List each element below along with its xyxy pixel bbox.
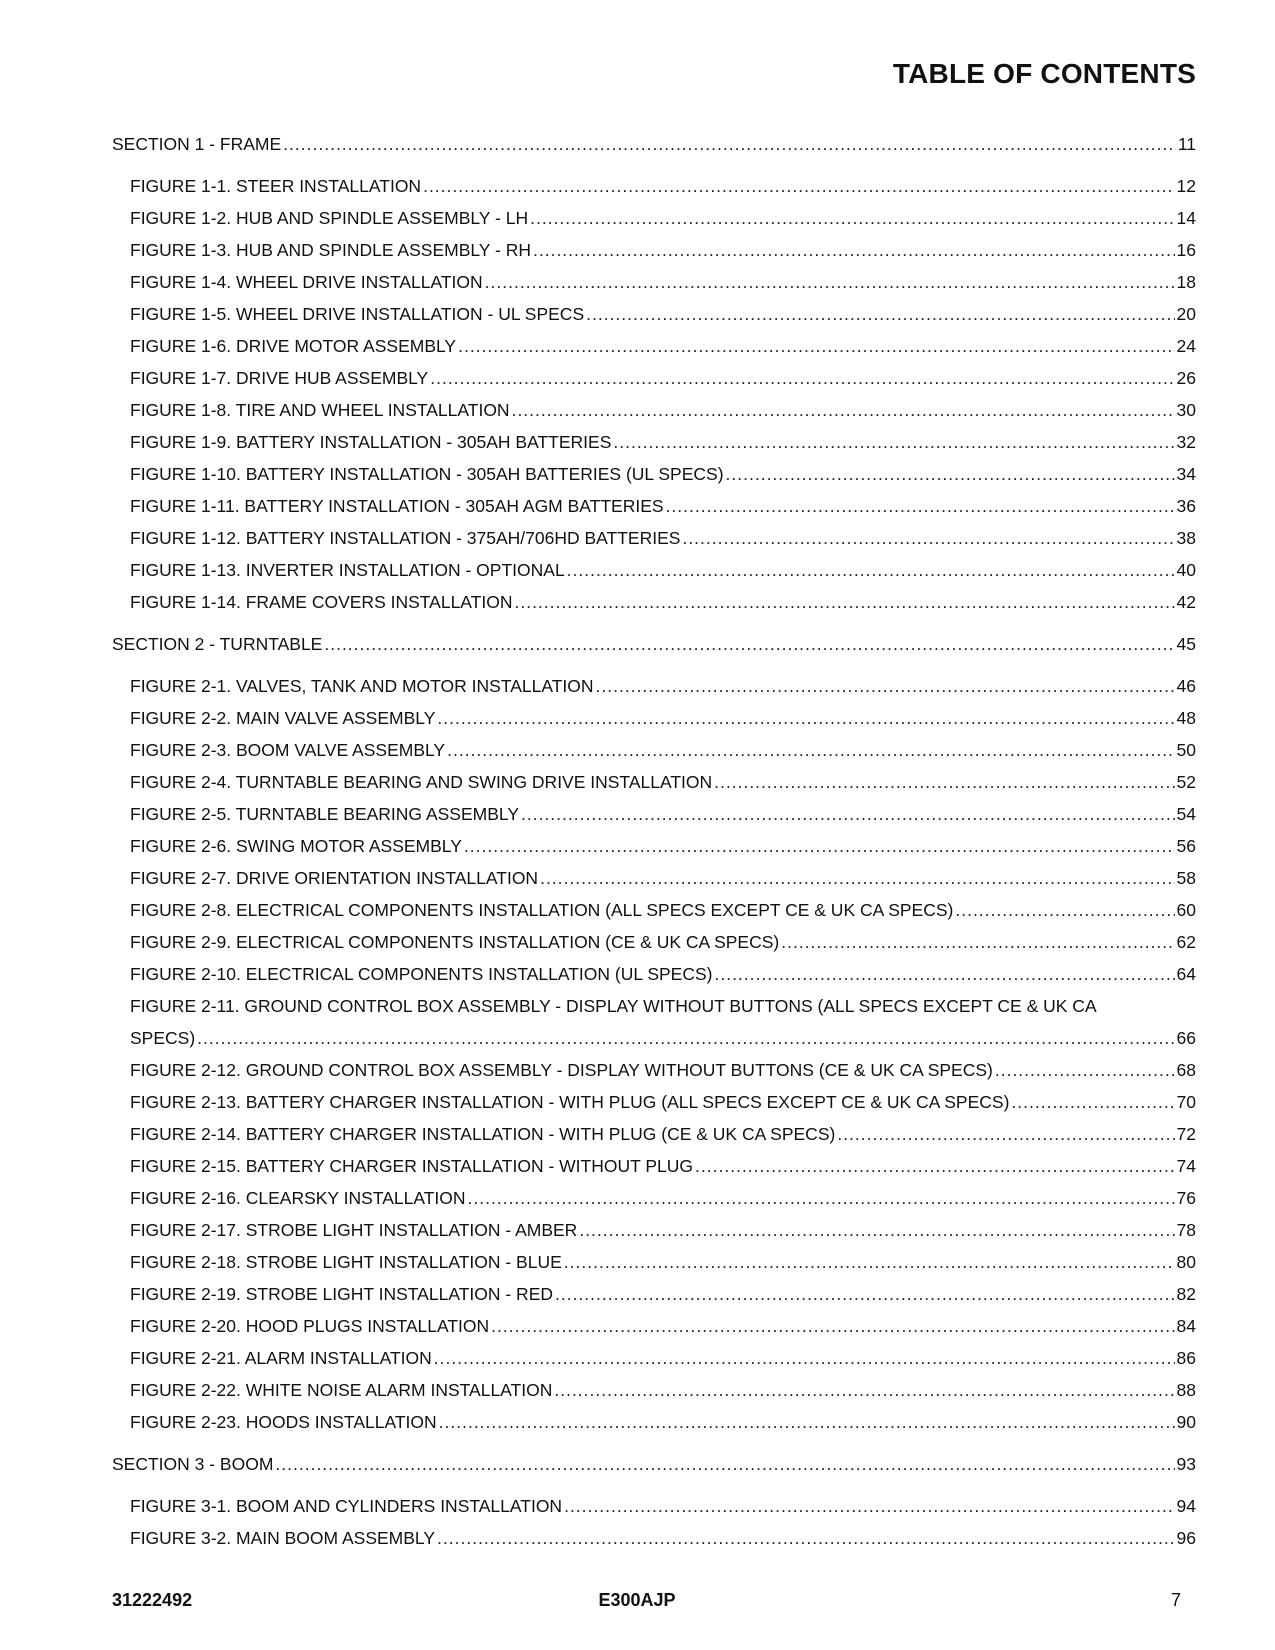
toc-entry-page: 34 — [1176, 464, 1196, 484]
dot-leader — [955, 894, 1174, 926]
toc-entry-figure[interactable] — [112, 830, 1196, 862]
toc-entry-page: 48 — [1176, 708, 1196, 728]
dot-leader — [533, 234, 1175, 266]
toc-entry-label: FIGURE 2-5. TURNTABLE BEARING ASSEMBLY — [130, 804, 519, 824]
toc-entry-continuation — [130, 1022, 1196, 1054]
footer-page-number: 7 — [1170, 1590, 1181, 1610]
toc-entry-figure[interactable] — [112, 458, 1196, 490]
dot-leader — [837, 1118, 1174, 1150]
toc-entry-figure[interactable] — [112, 1406, 1196, 1438]
toc-entry-page: 40 — [1176, 560, 1196, 580]
toc-entry-figure[interactable] — [112, 1490, 1196, 1522]
toc-entry-figure[interactable] — [112, 1118, 1196, 1150]
toc-entry-figure[interactable] — [112, 990, 1196, 1054]
toc-entry-page: 62 — [1176, 932, 1196, 952]
toc-entry-label: FIGURE 1-10. BATTERY INSTALLATION - 305AH BATTERIES (UL SPECS) — [130, 464, 724, 484]
dot-leader — [324, 628, 1174, 660]
toc-entry-label: FIGURE 2-11. GROUND CONTROL BOX ASSEMBLY - DISPLAY WITHOUT BUTTONS (ALL SPECS EXCEPT CE & UK CA — [130, 996, 1097, 1016]
footer-doc-number: 31222492 — [112, 1590, 193, 1610]
toc-entry-figure[interactable] — [112, 1214, 1196, 1246]
toc-entry-label: FIGURE 2-15. BATTERY CHARGER INSTALLATION - WITHOUT PLUG — [130, 1156, 694, 1176]
toc-entry-figure[interactable] — [112, 958, 1196, 990]
footer-model: E300AJP — [598, 1590, 676, 1610]
toc-entry-label: FIGURE 1-13. INVERTER INSTALLATION - OPTIONAL — [130, 560, 565, 580]
dot-leader — [439, 1406, 1175, 1438]
toc-entry-figure[interactable] — [112, 734, 1196, 766]
dot-leader — [491, 1310, 1174, 1342]
dot-leader — [666, 490, 1175, 522]
toc-entry-page: 36 — [1176, 496, 1196, 516]
dot-leader — [275, 1448, 1174, 1480]
dot-leader — [554, 1374, 1174, 1406]
toc-entry-page: 46 — [1176, 676, 1196, 696]
dot-leader — [567, 554, 1175, 586]
toc-entry-figure[interactable] — [112, 266, 1196, 298]
toc-entry-page: 78 — [1176, 1220, 1196, 1240]
toc-entry-page: 94 — [1176, 1496, 1196, 1516]
toc-entry-figure[interactable] — [112, 586, 1196, 618]
dot-leader — [437, 702, 1174, 734]
toc-entry-figure[interactable] — [112, 1182, 1196, 1214]
toc-entry-page: 26 — [1176, 368, 1196, 388]
toc-entry-figure[interactable] — [112, 1246, 1196, 1278]
toc-entry-figure[interactable] — [112, 1054, 1196, 1086]
toc-entry-figure[interactable] — [112, 670, 1196, 702]
toc-entry-section[interactable] — [112, 1448, 1196, 1480]
toc-entry-label: FIGURE 2-8. ELECTRICAL COMPONENTS INSTALLATION (ALL SPECS EXCEPT CE & UK CA SPECS) — [130, 900, 954, 920]
toc-entry-label: SECTION 2 - TURNTABLE — [112, 634, 323, 654]
toc-entry-page: 14 — [1176, 208, 1196, 228]
toc-entry-label: SECTION 3 - BOOM — [112, 1454, 274, 1474]
toc-entry-page: 74 — [1176, 1156, 1196, 1176]
toc-entry-figure[interactable] — [112, 170, 1196, 202]
toc-entry-page: 60 — [1176, 900, 1196, 920]
toc-entry-page: 72 — [1176, 1124, 1196, 1144]
toc-entry-page: 56 — [1176, 836, 1196, 856]
toc-entry-label: FIGURE 1-3. HUB AND SPINDLE ASSEMBLY - RH — [130, 240, 531, 260]
toc-entry-page: 86 — [1176, 1348, 1196, 1368]
toc-entry-figure[interactable] — [112, 766, 1196, 798]
toc-entry-page: 45 — [1176, 634, 1196, 654]
toc-entry-figure[interactable] — [112, 894, 1196, 926]
toc-entry-page: 64 — [1176, 964, 1196, 984]
toc-entry-label: FIGURE 2-22. WHITE NOISE ALARM INSTALLATION — [130, 1380, 553, 1400]
toc-entry-page: 16 — [1176, 240, 1196, 260]
toc-entry-label: FIGURE 2-23. HOODS INSTALLATION — [130, 1412, 437, 1432]
toc-entry-figure[interactable] — [112, 798, 1196, 830]
dot-leader — [430, 362, 1174, 394]
dot-leader — [579, 1214, 1174, 1246]
toc-entry-label: FIGURE 1-4. WHEEL DRIVE INSTALLATION — [130, 272, 483, 292]
toc-entry-page: 50 — [1176, 740, 1196, 760]
dot-leader — [555, 1278, 1175, 1310]
toc-entry-page: 58 — [1176, 868, 1196, 888]
dot-leader — [514, 586, 1174, 618]
toc-entry-figure[interactable] — [112, 862, 1196, 894]
toc-entry-page: 18 — [1176, 272, 1196, 292]
dot-leader — [434, 1342, 1175, 1374]
toc-entry-page: 38 — [1176, 528, 1196, 548]
toc-entry-label: FIGURE 2-1. VALVES, TANK AND MOTOR INSTALLATION — [130, 676, 594, 696]
dot-leader — [540, 862, 1174, 894]
toc-entry-figure[interactable] — [112, 234, 1196, 266]
toc-entry-page: 11 — [1177, 134, 1196, 154]
toc-entry-label: FIGURE 2-12. GROUND CONTROL BOX ASSEMBLY - DISPLAY WITHOUT BUTTONS (CE & UK CA SPECS) — [130, 1060, 993, 1080]
page-title: TABLE OF CONTENTS — [892, 58, 1196, 89]
toc-entry-page: 88 — [1176, 1380, 1196, 1400]
toc-entry-page: 82 — [1176, 1284, 1196, 1304]
dot-leader — [714, 766, 1174, 798]
toc-entry-page: 12 — [1176, 176, 1196, 196]
toc-entry-page: 76 — [1176, 1188, 1196, 1208]
dot-leader — [781, 926, 1174, 958]
dot-leader — [464, 830, 1175, 862]
toc-entry-figure[interactable] — [112, 1310, 1196, 1342]
toc-entry-page: 68 — [1176, 1060, 1196, 1080]
toc-entry-label: FIGURE 3-2. MAIN BOOM ASSEMBLY — [130, 1528, 436, 1548]
dot-leader — [1011, 1086, 1174, 1118]
dot-leader — [596, 670, 1175, 702]
dot-leader — [564, 1490, 1174, 1522]
toc-entry-label: FIGURE 1-5. WHEEL DRIVE INSTALLATION - UL SPECS — [130, 304, 585, 324]
toc-entry-figure[interactable] — [112, 522, 1196, 554]
dot-leader — [586, 298, 1174, 330]
dot-leader — [695, 1150, 1175, 1182]
toc-entry-figure[interactable] — [112, 298, 1196, 330]
toc-entry-label: FIGURE 2-21. ALARM INSTALLATION — [130, 1348, 432, 1368]
toc-entry-page: 66 — [1176, 1028, 1196, 1048]
toc-entry-page: 52 — [1176, 772, 1196, 792]
toc-entry-label: FIGURE 2-10. ELECTRICAL COMPONENTS INSTALLATION (UL SPECS) — [130, 964, 713, 984]
toc-entry-page: 96 — [1176, 1528, 1196, 1548]
toc-entry-label: FIGURE 2-9. ELECTRICAL COMPONENTS INSTALLATION (CE & UK CA SPECS) — [130, 932, 780, 952]
toc-entry-label: FIGURE 2-4. TURNTABLE BEARING AND SWING DRIVE INSTALLATION — [130, 772, 713, 792]
dot-leader — [512, 394, 1175, 426]
toc-entry-label: FIGURE 1-11. BATTERY INSTALLATION - 305AH AGM BATTERIES — [130, 496, 664, 516]
toc-entry-label: FIGURE 2-3. BOOM VALVE ASSEMBLY — [130, 740, 446, 760]
toc-entry-label: FIGURE 2-14. BATTERY CHARGER INSTALLATION - WITH PLUG (CE & UK CA SPECS) — [130, 1124, 836, 1144]
toc-entry-label: FIGURE 3-1. BOOM AND CYLINDERS INSTALLATION — [130, 1496, 563, 1516]
toc-entry-page: 32 — [1176, 432, 1196, 452]
toc-entry-figure[interactable] — [112, 202, 1196, 234]
toc-entry-figure[interactable] — [112, 1374, 1196, 1406]
toc-entry-figure[interactable] — [112, 702, 1196, 734]
toc-entry-label: FIGURE 1-9. BATTERY INSTALLATION - 305AH BATTERIES — [130, 432, 612, 452]
toc-entry-figure[interactable] — [112, 926, 1196, 958]
toc-entry-figure[interactable] — [112, 1278, 1196, 1310]
toc-entry-label: FIGURE 1-7. DRIVE HUB ASSEMBLY — [130, 368, 429, 388]
toc-entry-figure[interactable] — [112, 1522, 1196, 1554]
dot-leader — [458, 330, 1174, 362]
toc-entry-label: FIGURE 1-2. HUB AND SPINDLE ASSEMBLY - LH — [130, 208, 529, 228]
dot-leader — [468, 1182, 1175, 1214]
dot-leader — [530, 202, 1174, 234]
toc-entry-figure[interactable] — [112, 330, 1196, 362]
toc-entry-label: SECTION 1 - FRAME — [112, 134, 282, 154]
toc-entry-label: FIGURE 1-6. DRIVE MOTOR ASSEMBLY — [130, 336, 457, 356]
toc-entry-figure[interactable] — [112, 1342, 1196, 1374]
toc-entry-page: 24 — [1176, 336, 1196, 356]
toc-entry-figure[interactable] — [112, 1086, 1196, 1118]
toc-entry-figure[interactable] — [112, 362, 1196, 394]
dot-leader — [485, 266, 1175, 298]
dot-leader — [423, 170, 1174, 202]
dot-leader — [437, 1522, 1175, 1554]
toc-entry-figure[interactable] — [112, 394, 1196, 426]
toc-entry-label: FIGURE 2-2. MAIN VALVE ASSEMBLY — [130, 708, 436, 728]
dot-leader — [521, 798, 1175, 830]
toc-entry-label: FIGURE 1-14. FRAME COVERS INSTALLATION — [130, 592, 513, 612]
toc-entry-label: FIGURE 2-20. HOOD PLUGS INSTALLATION — [130, 1316, 490, 1336]
toc-entry-label: FIGURE 2-13. BATTERY CHARGER INSTALLATION - WITH PLUG (ALL SPECS EXCEPT CE & UK CA SPECS) — [130, 1092, 1010, 1112]
toc-entry-label: FIGURE 2-17. STROBE LIGHT INSTALLATION - AMBER — [130, 1220, 578, 1240]
toc-entry-page: 30 — [1176, 400, 1196, 420]
toc-entry-figure[interactable] — [112, 1150, 1196, 1182]
toc-entry-label: FIGURE 2-7. DRIVE ORIENTATION INSTALLATION — [130, 868, 539, 888]
toc-entry-page: 90 — [1176, 1412, 1196, 1432]
toc-entry-page: 54 — [1176, 804, 1196, 824]
dot-leader — [726, 458, 1175, 490]
dot-leader — [197, 1022, 1174, 1054]
dot-leader — [714, 958, 1174, 990]
dot-leader — [995, 1054, 1175, 1086]
toc-entry-page: 80 — [1176, 1252, 1196, 1272]
toc-entry-page: 93 — [1176, 1454, 1196, 1474]
dot-leader — [283, 128, 1176, 160]
toc-entry-page: 70 — [1176, 1092, 1196, 1112]
toc-entry-figure[interactable] — [112, 490, 1196, 522]
toc-entry-label: FIGURE 2-19. STROBE LIGHT INSTALLATION - RED — [130, 1284, 553, 1304]
toc-entry-page: 42 — [1176, 592, 1196, 612]
toc-entry-label: FIGURE 1-12. BATTERY INSTALLATION - 375AH/706HD BATTERIES — [130, 528, 681, 548]
toc-entry-figure[interactable] — [112, 426, 1196, 458]
dot-leader — [447, 734, 1174, 766]
toc-entry-section[interactable] — [112, 628, 1196, 660]
toc-entry-label-cont: SPECS) — [130, 1028, 196, 1048]
toc-entry-label: FIGURE 2-6. SWING MOTOR ASSEMBLY — [130, 836, 462, 856]
toc-entry-page: 20 — [1176, 304, 1196, 324]
table-of-contents — [112, 128, 1196, 1554]
toc-entry-section[interactable] — [112, 128, 1196, 160]
toc-entry-label: FIGURE 2-18. STROBE LIGHT INSTALLATION - BLUE — [130, 1252, 562, 1272]
dot-leader — [682, 522, 1174, 554]
toc-entry-label: FIGURE 1-8. TIRE AND WHEEL INSTALLATION — [130, 400, 510, 420]
toc-entry-page: 84 — [1176, 1316, 1196, 1336]
dot-leader — [613, 426, 1174, 458]
toc-entry-figure[interactable] — [112, 554, 1196, 586]
dot-leader — [564, 1246, 1175, 1278]
toc-entry-label: FIGURE 1-1. STEER INSTALLATION — [130, 176, 422, 196]
toc-entry-label: FIGURE 2-16. CLEARSKY INSTALLATION — [130, 1188, 466, 1208]
